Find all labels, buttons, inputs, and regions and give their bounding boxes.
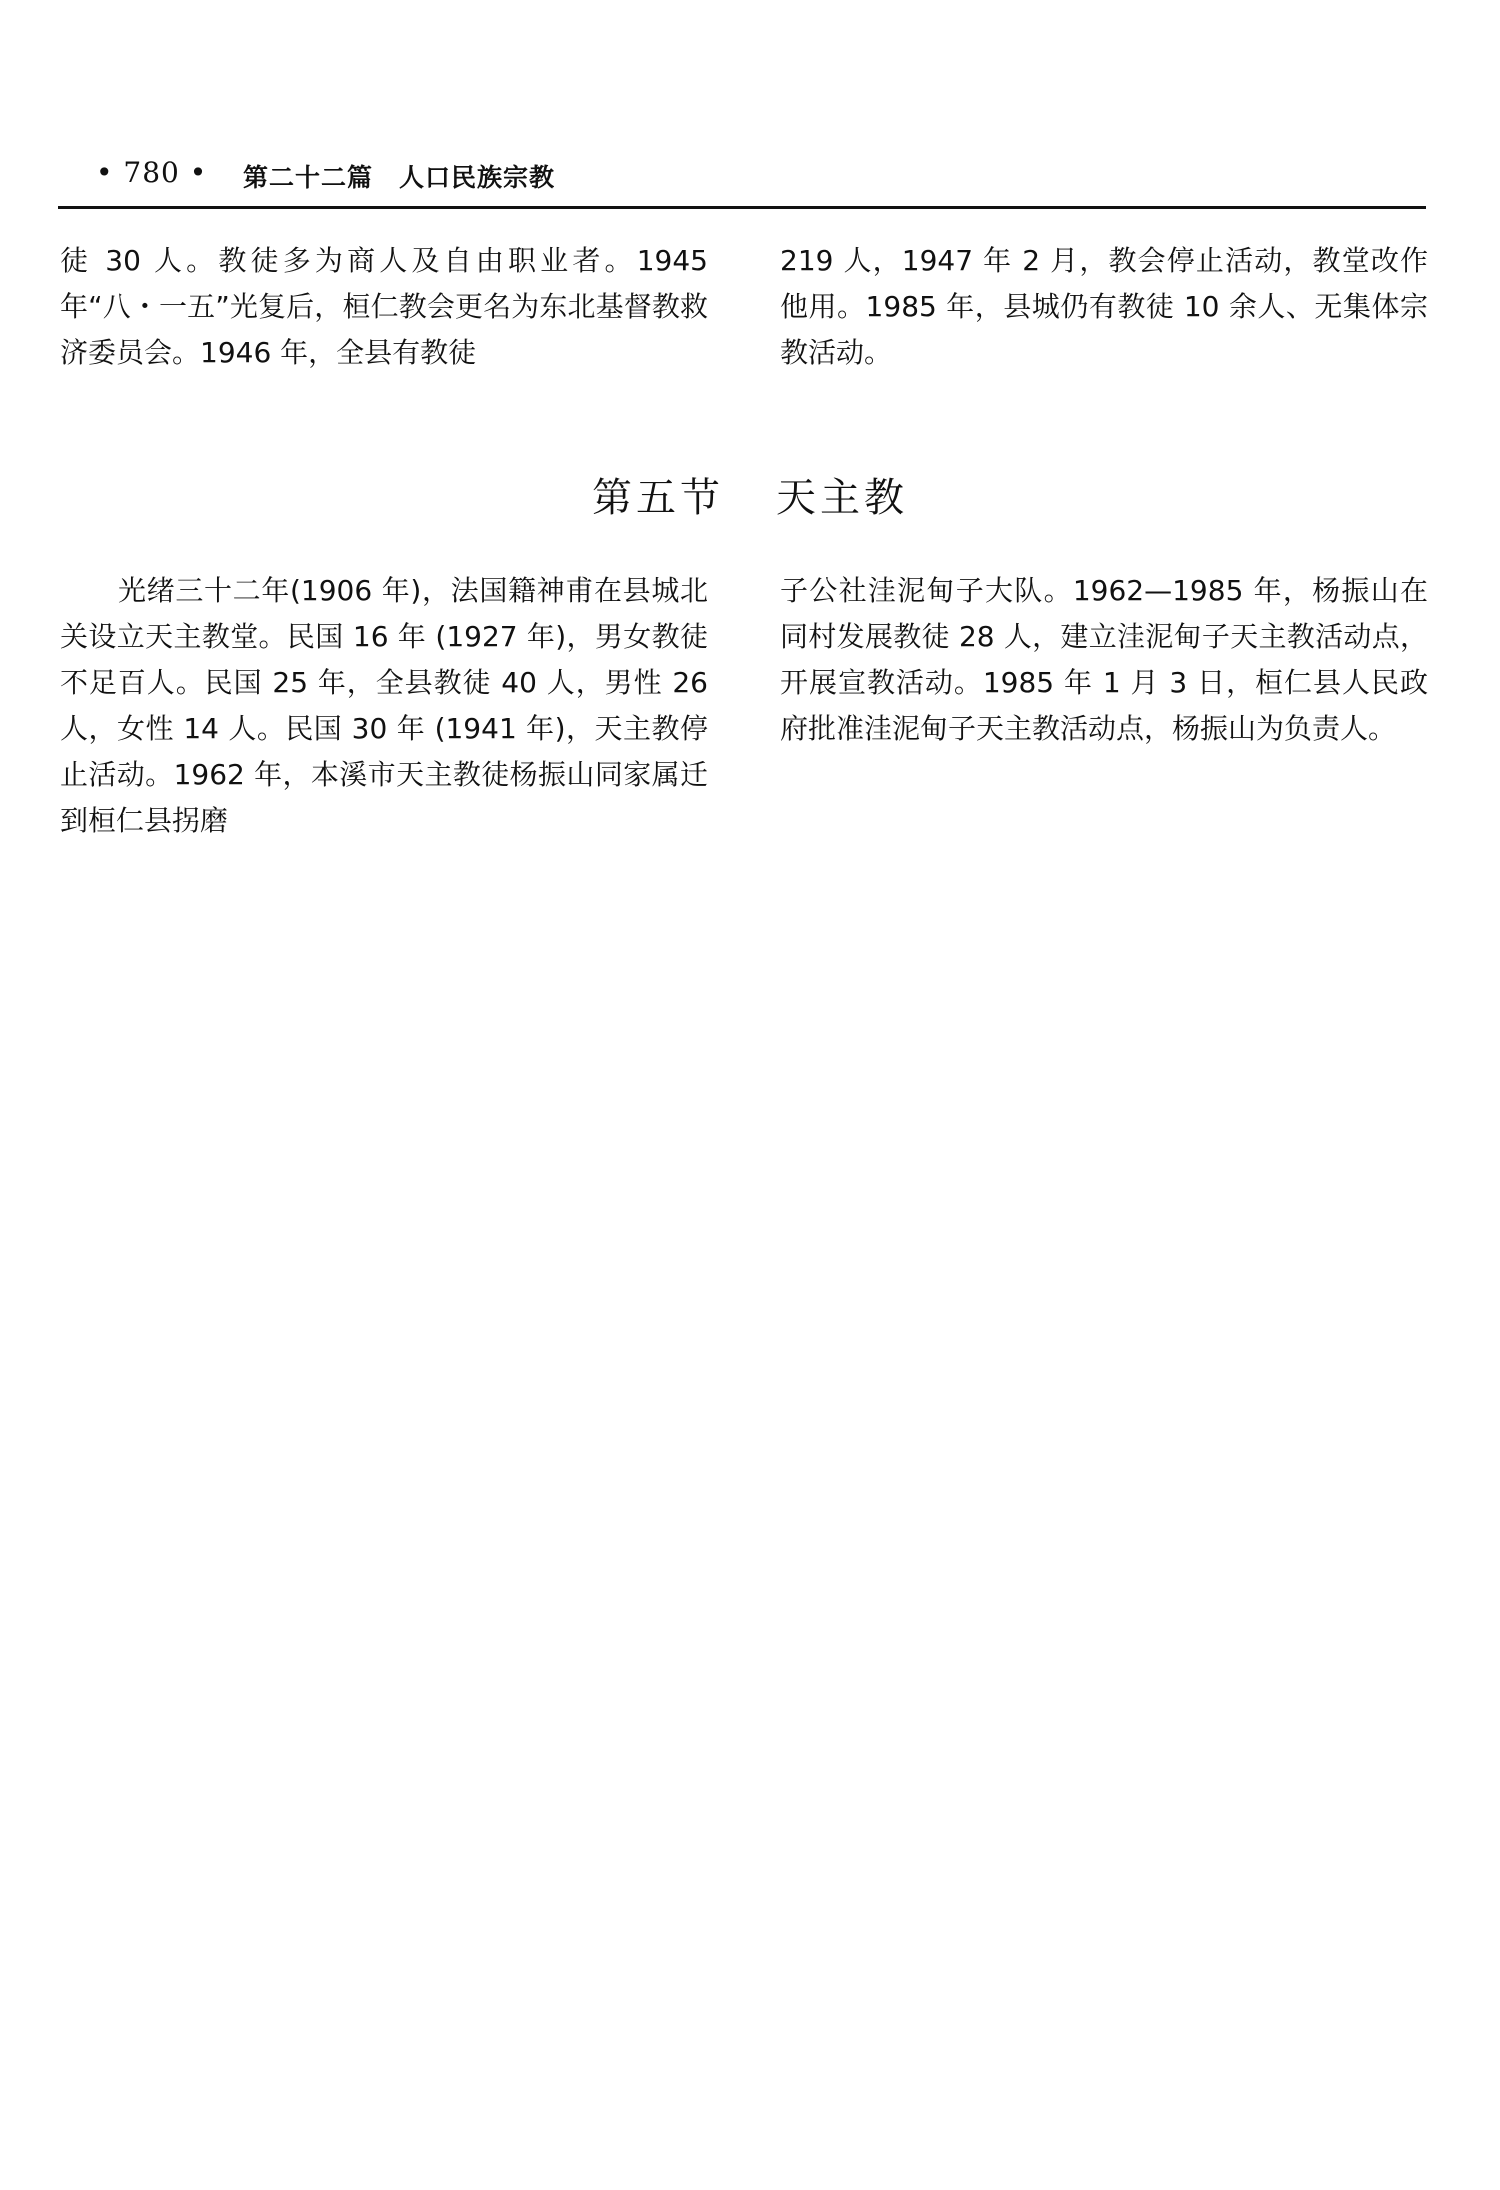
section-number: 第五节: [592, 475, 724, 521]
section-title: 天主教: [776, 475, 908, 521]
running-title: 第二十二篇 人口民族宗教: [243, 163, 556, 192]
header-rule: [58, 206, 1426, 209]
paragraph-continued-left: 徒 30 人。教徒多为商人及自由职业者。1945 年“八・一五”光复后，桓仁教会更名为东北基督教救济委员会。1946 年，全县有教徒: [60, 244, 708, 369]
section-body-left-column: [60, 568, 708, 844]
section-body-right-column: [780, 568, 1428, 752]
section-heading: [0, 466, 1500, 523]
section-paragraph-left: 光绪三十二年(1906 年)，法国籍神甫在县城北关设立天主教堂。民国 16 年 (1927 年)，男女教徒不足百人。民国 25 年，全县教徒 40 人，男性 26 人，女性 14 人。民国 30 年 (1941 年)，天主教停止活动。1962 年，本溪市天主教徒杨振山同家属迁到桓仁县拐磨: [60, 574, 708, 837]
section-paragraph-right: 子公社洼泥甸子大队。1962—1985 年，杨振山在同村发展教徒 28 人，建立洼泥甸子天主教活动点，开展宣教活动。1985 年 1 月 3 日，桓仁县人民政府批准洼泥甸子天主教活动点，杨振山为负责人。: [780, 574, 1428, 745]
continued-text-right-column: [780, 238, 1428, 376]
page-number: • 780 •: [96, 156, 208, 189]
page-header: [96, 156, 1426, 196]
continued-text-left-column: [60, 238, 708, 376]
paragraph-continued-right: 219 人，1947 年 2 月，教会停止活动，教堂改作他用。1985 年，县城仍有教徒 10 余人、无集体宗教活动。: [780, 244, 1428, 369]
